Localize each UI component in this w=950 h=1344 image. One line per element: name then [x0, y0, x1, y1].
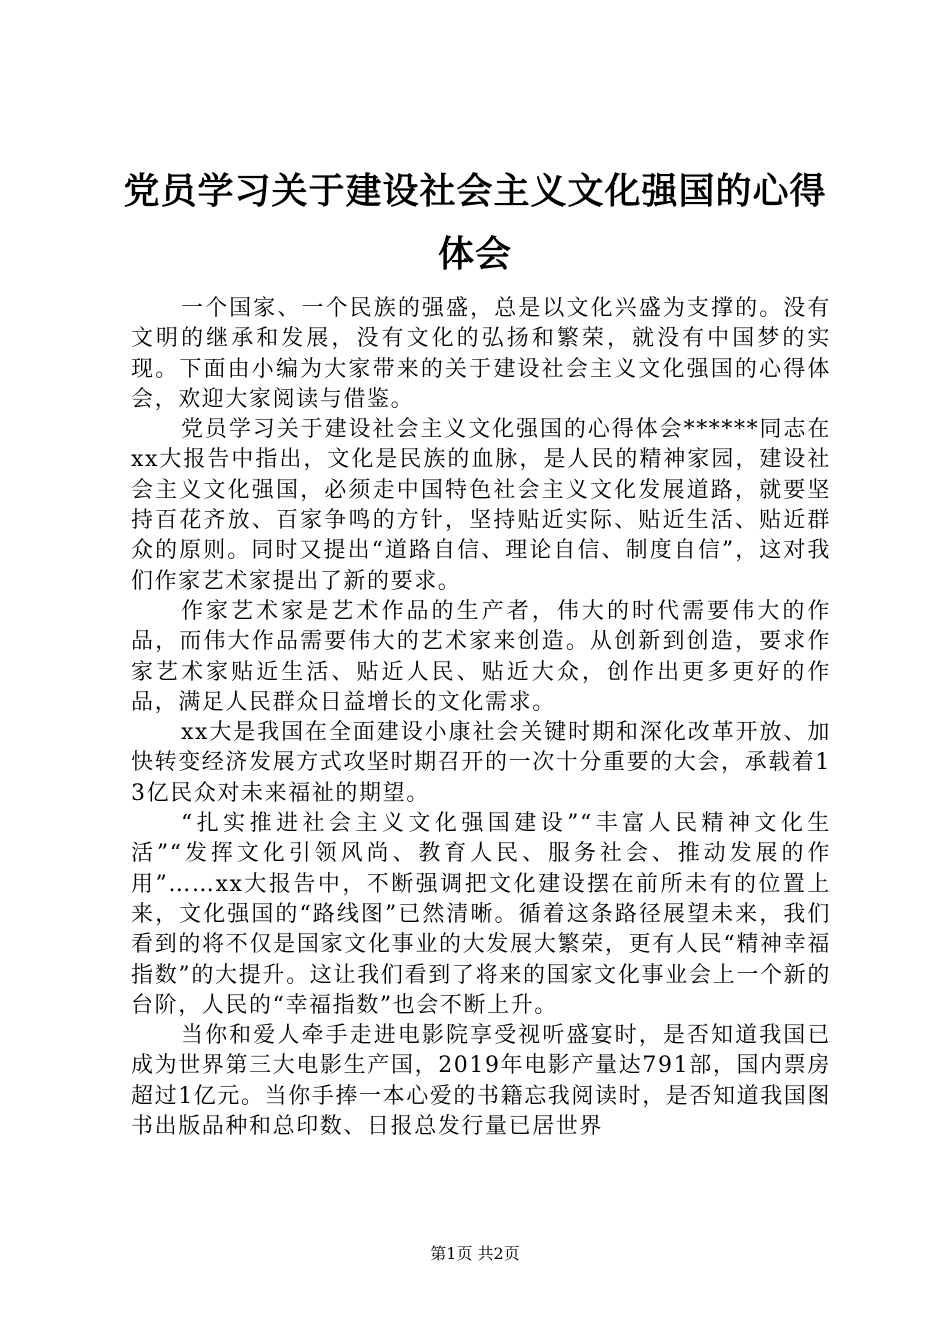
document-body — [131, 294, 831, 1142]
paragraph-congress: xx大是我国在全面建设小康社会关键时期和深化改革开放、加快转变经济发展方式攻坚时期召开的一次十分重要的大会，承载着13亿民众对未来福祉的期望。 — [131, 720, 831, 806]
paragraph-culture-power: “扎实推进社会主义文化强国建设”“丰富人民精神文化生活”“发挥文化引领风尚、教育人民、服务社会、推动发展的作用”……xx大报告中，不断强调把文化建设摆在前所未有的位置上来，文化强国的“路线图”已然清晰。循着这条路径展望未来，我们看到的将不仅是国家文化事业的大发展大繁荣，更有人民“精神幸福指数”的大提升。这让我们看到了将来的国家文化事业会上一个新的台阶，人民的“幸福指数”也会不断上升。 — [131, 811, 831, 1018]
paragraph-report: 党员学习关于建设社会主义文化强国的心得体会******同志在xx大报告中指出，文化是民族的血脉，是人民的精神家园，建设社会主义文化强国，必须走中国特色社会主义文化发展道路，就要坚持百花齐放、百家争鸣的方针，坚持贴近实际、贴近生活、贴近群众的原则。同时又提出“道路自信、理论自信、制度自信”，这对我们作家艺术家提出了新的要求。 — [131, 417, 831, 594]
page-footer: 第1页 共2页 — [430, 1244, 520, 1263]
paragraph-artists: 作家艺术家是艺术作品的生产者，伟大的时代需要伟大的作品，而伟大作品需要伟大的艺术家来创造。从创新到创造，要求作家艺术家贴近生活、贴近人民、贴近大众，创作出更多更好的作品，满足人民群众日益增长的文化需求。 — [131, 598, 831, 715]
paragraph-film-books: 当你和爱人牵手走进电影院享受视听盛宴时，是否知道我国已成为世界第三大电影生产国，2019年电影产量达791部，国内票房超过1亿元。当你手捧一本心爱的书籍忘我阅读时，是否知道我国图书出版品种和总印数、日报总发行量已居世界 — [131, 1023, 831, 1140]
paragraph-intro: 一个国家、一个民族的强盛，总是以文化兴盛为支撑的。没有文明的继承和发展，没有文化的弘扬和繁荣，就没有中国梦的实现。下面由小编为大家带来的关于建设社会主义文化强国的心得体会，欢迎大家阅读与借鉴。 — [131, 296, 831, 412]
document-title: 党员学习关于建设社会主义文化强国的心得体会 — [123, 171, 827, 275]
